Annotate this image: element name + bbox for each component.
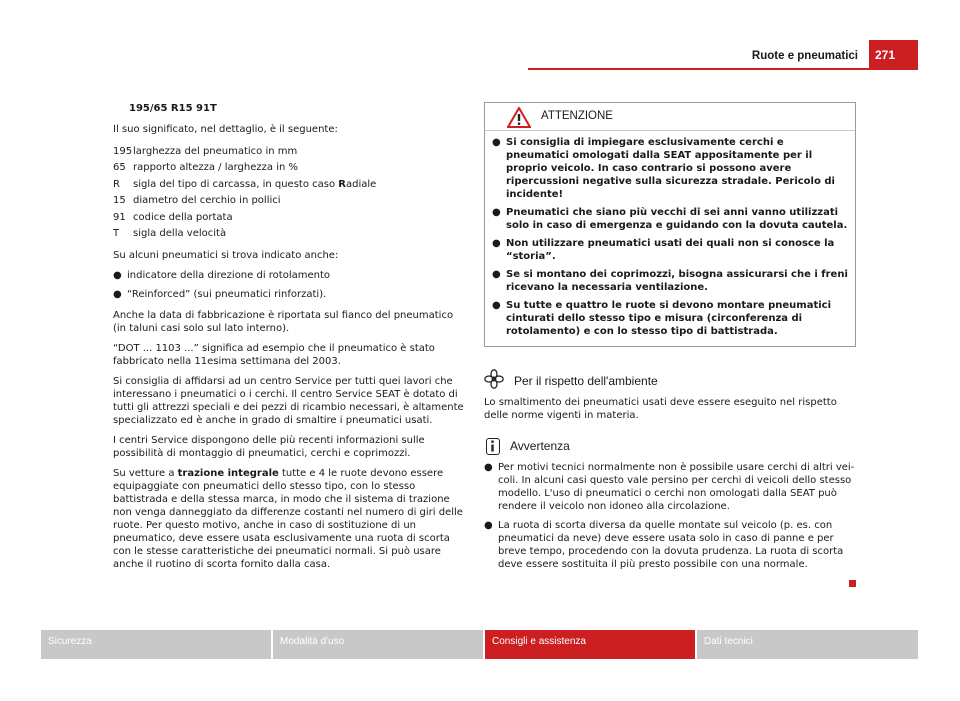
warning-triangle-icon — [507, 107, 533, 127]
right-column — [484, 102, 856, 587]
left-column — [113, 102, 469, 578]
bullet-icon: ● — [113, 270, 122, 281]
also-text: Su alcuni pneumatici si trova indicato anche: — [113, 250, 339, 261]
environment-header — [484, 369, 856, 393]
note-item: ● La ruota di scorta diversa da quelle montate sul veicolo (p. es. con pneumatici da neve) deve essere usata solo in caso di panne e per breve tempo, procedendo con la dovuta prudenza. La ruota di scorta deve essere sostituita il più presto possibile con una normale. — [484, 520, 844, 570]
bullet-icon: ● — [484, 462, 493, 473]
warning-header — [485, 103, 855, 131]
spec-row — [113, 160, 469, 177]
footer-nav — [41, 630, 918, 659]
note-title: Avvertenza — [510, 439, 570, 453]
spec-desc: sigla della velocità — [133, 228, 227, 240]
spec-code: 91 — [113, 211, 126, 223]
spec-code: T — [113, 228, 120, 240]
tab-sicurezza[interactable]: Sicurezza — [41, 630, 271, 659]
tab-dati-tecnici[interactable]: Dati tecnici — [697, 630, 918, 659]
paragraph-service: Si consiglia di affidarsi ad un centro Service per tutti quei lavori che interessano i pneumatici o i cerchi. Il centro Service SEAT è dotato di tutti gli attrezzi speciali e dei pezzi di ricambio necessari, è altamente specializzato ed è anche in grado di smaltire i pneumatici usati. — [113, 376, 464, 426]
tab-modalita-uso[interactable]: Modalità d'uso — [273, 630, 483, 659]
bullet-icon: ● — [492, 137, 501, 148]
spec-code: R — [113, 178, 120, 190]
paragraph-date: Anche la data di fabbricazione è riportata sul fianco del pneumatico (in taluni casi solo sul lato interno). — [113, 310, 454, 334]
spec-row — [113, 176, 469, 193]
intro-text: Il suo significato, nel dettaglio, è il seguente: — [113, 124, 338, 135]
spec-row — [113, 143, 469, 160]
note-header — [484, 438, 856, 455]
tab-consigli-assistenza[interactable]: Consigli e assistenza — [485, 630, 695, 659]
spec-code: 65 — [113, 162, 126, 174]
spec-code: 15 — [113, 195, 126, 207]
spec-desc: codice della portata — [133, 211, 233, 223]
spec-desc: rapporto altezza / larghezza in % — [133, 162, 298, 174]
list-item: ● “Reinforced” (sui pneumatici rinforzati). — [113, 289, 327, 300]
section-end-marker — [849, 580, 856, 587]
spec-row — [113, 193, 469, 210]
header-rule — [528, 68, 918, 70]
spec-desc: sigla del tipo di carcassa, in questo caso Radiale — [133, 178, 377, 190]
warning-item: ● Su tutte e quattro le ruote si devono montare pneumatici cinturati dello stesso tipo e misura (circonferenza di rotolamento) e con lo stesso tipo di battistrada. — [492, 300, 832, 337]
environment-text: Lo smaltimento dei pneumatici usati deve essere eseguito nel rispetto delle norme vigenti in materia. — [484, 397, 837, 421]
tire-spec-list — [113, 143, 469, 242]
spec-row — [113, 226, 469, 243]
paragraph-dot: “DOT ... 1103 ...” significa ad esempio che il pneumatico è stato fabbricato nella 11esima settimana del 2003. — [113, 343, 435, 367]
paragraph-4wd: Su vetture a trazione integrale tutte e 4 le ruote devono essere equipaggiate con pneumatici dello stesso tipo, con lo stesso battistrada e della stessa marca, in modo che il sistema di trazione non venga danneggiato da differenze costanti nel numero di giri delle ruote. Per questo motivo, anche in caso di sostituzione di un pneumatico, deve essere usata esclusivamente una ruota di scorta con le stesse caratteristiche dei pneumatici normali. Si può usare anche il ruotino di scorta fornito dalla casa. — [113, 468, 463, 570]
spec-code: 195 — [113, 145, 133, 157]
page-number: 271 — [869, 40, 918, 70]
bullet-icon: ● — [492, 238, 501, 249]
bullet-icon: ● — [492, 300, 501, 311]
warning-body — [485, 131, 855, 346]
tire-code: 195/65 R15 91T — [129, 103, 217, 114]
environment-title: Per il rispetto dell'ambiente — [514, 373, 658, 388]
info-icon — [486, 438, 500, 455]
bullet-icon: ● — [492, 207, 501, 218]
bullet-icon: ● — [484, 520, 493, 531]
list-item: ● indicatore della direzione di rotolamento — [113, 270, 331, 281]
paragraph-info: I centri Service dispongono delle più recenti informazioni sulle possibilità di montaggio di pneumatici, cerchi e coprimozzi. — [113, 435, 425, 459]
spec-desc: larghezza del pneumatico in mm — [133, 145, 298, 157]
bullet-icon: ● — [113, 289, 122, 300]
note-item: ● Per motivi tecnici normalmente non è possibile usare cerchi di altri veicoli. In alcuni casi questo vale persino per cerchi di veicoli dello stesso modello. L'uso di pneumatici o cerchi non omologati dalla SEAT può rendere il veicolo non idoneo alla circolazione. — [484, 462, 855, 512]
environment-flower-icon — [484, 369, 504, 393]
spec-desc: diametro del cerchio in pollici — [133, 195, 281, 207]
warning-item: ● Non utilizzare pneumatici usati dei quali non si conosce la “storia”. — [492, 238, 835, 262]
warning-item: ● Se si montano dei coprimozzi, bisogna assicurarsi che i freni ricevano la necessaria ventilazione. — [492, 269, 848, 293]
warning-title: ATTENZIONE — [541, 110, 613, 122]
warning-item: ● Si consiglia di impiegare esclusivamente cerchi e pneumatici omologati dalla SEAT appositamente per il proprio veicolo. In caso contrario si possono avere ripercussioni negative sulla sicurezza stradale. Pericolo di incidente! — [492, 137, 835, 200]
bullet-icon: ● — [492, 269, 501, 280]
warning-item: ● Pneumatici che siano più vecchi di sei anni vanno utilizzati solo in caso di emergenza e guidando con la dovuta cautela. — [492, 207, 848, 231]
warning-box — [484, 102, 856, 347]
spec-row — [113, 209, 469, 226]
running-header-title: Ruote e pneumatici — [751, 50, 858, 62]
